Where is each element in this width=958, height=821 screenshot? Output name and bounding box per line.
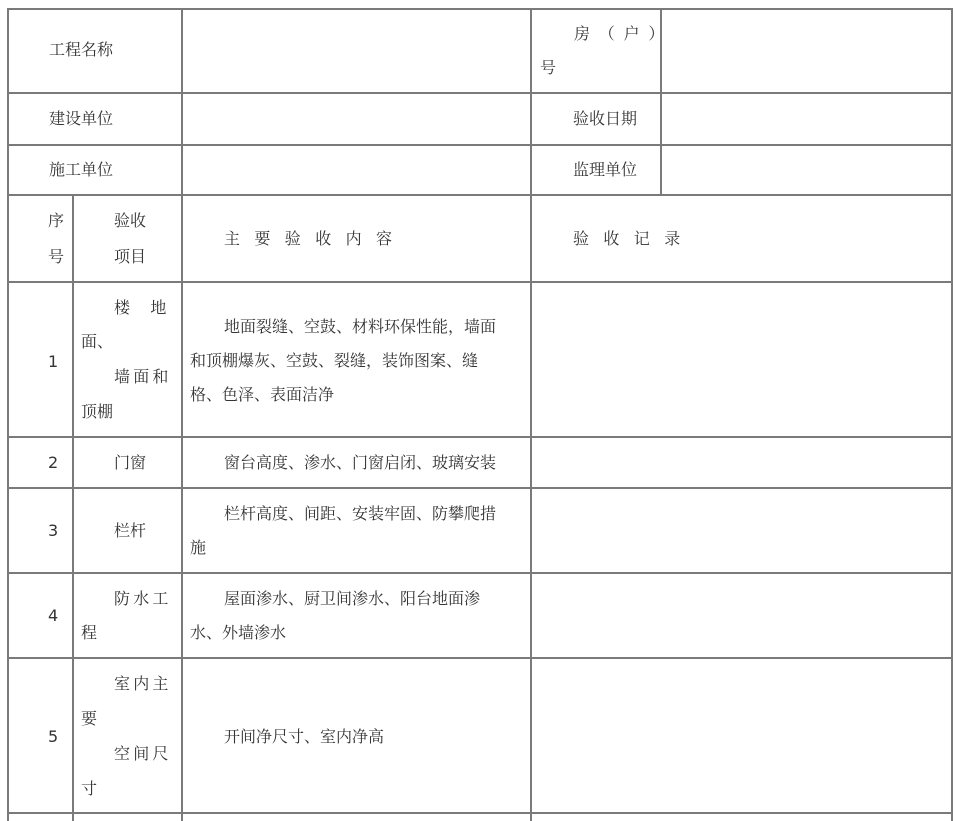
row-item-line: 面、 <box>81 332 114 351</box>
h-rule <box>7 812 953 814</box>
acceptance-date-label: 验收日期 <box>573 109 638 128</box>
h-rule <box>7 487 953 489</box>
row-item-line: 楼 地 <box>114 298 167 317</box>
row-item-line: 防水工 <box>114 589 172 608</box>
house-number-label: 房（户） <box>574 24 674 43</box>
h-rule <box>7 144 953 146</box>
supervision-label: 监理单位 <box>573 160 638 179</box>
project-name-label: 工程名称 <box>49 40 114 59</box>
h-rule <box>7 92 953 94</box>
contractor-label: 施工单位 <box>49 160 114 179</box>
h-rule <box>7 281 953 283</box>
row-seq: 2 <box>48 453 59 472</box>
row-content-line: 水、外墙渗水 <box>190 623 287 642</box>
v-rule <box>7 8 9 821</box>
row-item-line: 顶棚 <box>81 402 114 421</box>
v-rule <box>951 8 953 821</box>
h-rule <box>7 436 953 438</box>
row-content-line: 施 <box>190 538 207 557</box>
construction-unit-label: 建设单位 <box>49 109 114 128</box>
v-rule <box>530 8 532 821</box>
row-item-line: 空间尺 <box>114 744 172 763</box>
row-content-line: 开间净尺寸、室内净高 <box>224 727 385 746</box>
row-content-line: 窗台高度、渗水、门窗启闭、玻璃安装 <box>224 453 497 472</box>
seq-header-cont: 号 <box>48 247 65 266</box>
seq-header: 序 <box>48 211 65 230</box>
row-item-line: 栏杆 <box>114 521 147 540</box>
row-content-line: 格、色泽、表面洁净 <box>190 385 335 404</box>
h-rule <box>7 8 953 10</box>
v-rule <box>181 8 183 821</box>
row-seq: 3 <box>48 521 59 540</box>
h-rule <box>7 572 953 574</box>
row-seq: 5 <box>48 727 59 746</box>
house-number-label-cont: 号 <box>540 58 557 77</box>
content-header: 主要验收内容 <box>224 229 407 248</box>
row-item-line: 室内主 <box>114 674 172 693</box>
h-rule <box>7 657 953 659</box>
row-item-line: 要 <box>81 709 98 728</box>
item-header: 验收 <box>114 211 147 230</box>
record-header: 验收记录 <box>573 229 695 248</box>
row-item-line: 墙面和 <box>114 367 172 386</box>
row-seq: 1 <box>48 352 59 371</box>
h-rule <box>7 194 953 196</box>
row-item-line: 寸 <box>81 779 98 798</box>
row-content-line: 屋面渗水、厨卫间渗水、阳台地面渗 <box>224 589 481 608</box>
row-content-line: 和顶棚爆灰、空鼓、裂缝，装饰图案、缝 <box>190 351 479 370</box>
row-item-line: 门窗 <box>114 453 147 472</box>
v-rule <box>72 194 74 821</box>
row-content-line: 栏杆高度、间距、安装牢固、防攀爬措 <box>224 504 497 523</box>
item-header-cont: 项目 <box>114 247 147 266</box>
row-content-line: 地面裂缝、空鼓、材料环保性能，墙面 <box>224 317 497 336</box>
row-seq: 4 <box>48 606 59 625</box>
row-item-line: 程 <box>81 623 98 642</box>
